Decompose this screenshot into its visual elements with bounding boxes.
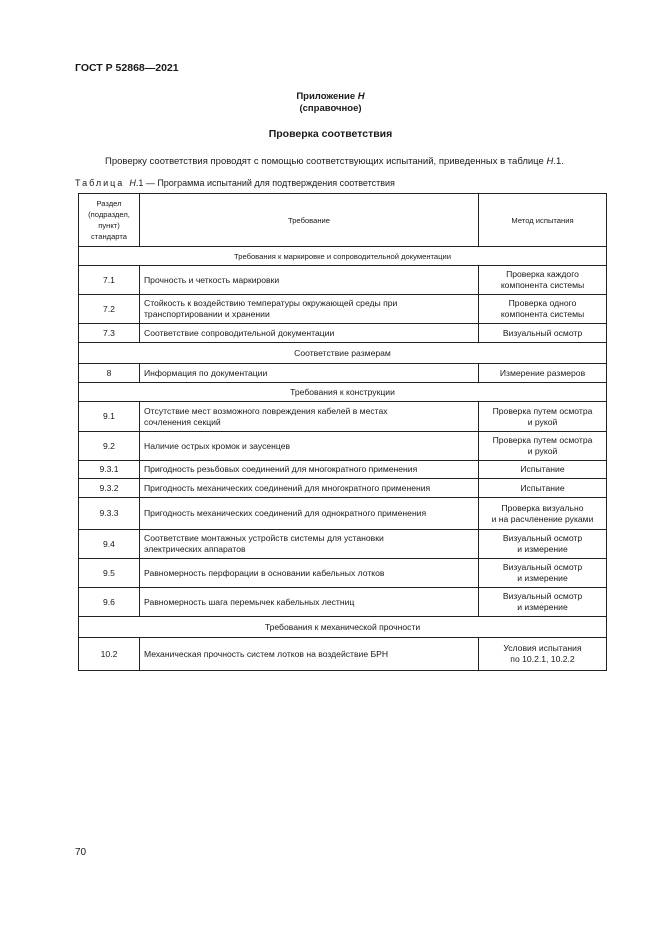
table-row xyxy=(79,559,607,588)
section-number-cell: 9.4 xyxy=(79,530,140,559)
group-label: Соответствие размерам xyxy=(79,343,607,364)
method-cell: Визуальный осмотр xyxy=(479,324,607,343)
requirement-cell: Соответствие монтажных устройств системы для установки электрических аппаратов xyxy=(140,530,479,559)
annex-title: Приложение Н xyxy=(296,91,365,102)
header-method: Метод испытания xyxy=(479,194,607,247)
group-row xyxy=(79,247,607,266)
requirement-cell: Пригодность механических соединений для однократного применения xyxy=(140,498,479,530)
method-cell: Визуальный осмотр и измерение xyxy=(479,559,607,588)
table-row xyxy=(79,364,607,383)
table-row xyxy=(79,498,607,530)
group-row xyxy=(79,383,607,402)
group-label: Требования к механической прочности xyxy=(79,617,607,638)
method-cell: Проверка каждого компонента системы xyxy=(479,266,607,295)
requirement-cell: Стойкость к воздействию температуры окружающей среды при транспортировании и хранении xyxy=(140,295,479,324)
method-cell: Проверка путем осмотра и рукой xyxy=(479,402,607,432)
section-number-cell: 8 xyxy=(79,364,140,383)
table-row xyxy=(79,530,607,559)
table-row xyxy=(79,479,607,498)
method-cell: Измерение размеров xyxy=(479,364,607,383)
method-cell: Испытание xyxy=(479,461,607,479)
requirement-cell: Наличие острых кромок и заусенцев xyxy=(140,432,479,461)
method-cell: Проверка путем осмотра и рукой xyxy=(479,432,607,461)
intro-paragraph: Проверку соответствия проводят с помощью соответствующих испытаний, приведенных в таблице Н.1. xyxy=(105,156,564,167)
requirement-cell: Равномерность шага перемычек кабельных лестниц xyxy=(140,588,479,617)
section-number-cell: 7.3 xyxy=(79,324,140,343)
header-section: Раздел (подраздел, пункт) стандарта xyxy=(79,194,140,247)
group-label: Требования к конструкции xyxy=(79,383,607,402)
requirement-cell: Прочность и четкость маркировки xyxy=(140,266,479,295)
table-row xyxy=(79,295,607,324)
section-number-cell: 9.6 xyxy=(79,588,140,617)
section-number-cell: 7.1 xyxy=(79,266,140,295)
section-number-cell: 9.2 xyxy=(79,432,140,461)
table-row xyxy=(79,324,607,343)
requirement-cell: Соответствие сопроводительной документации xyxy=(140,324,479,343)
requirement-cell: Отсутствие мест возможного повреждения кабелей в местах сочленения секций xyxy=(140,402,479,432)
requirement-cell: Информация по документации xyxy=(140,364,479,383)
method-cell: Визуальный осмотр и измерение xyxy=(479,530,607,559)
section-number-cell: 10.2 xyxy=(79,638,140,671)
header-requirement: Требование xyxy=(140,194,479,247)
method-cell: Проверка одного компонента системы xyxy=(479,295,607,324)
table-row xyxy=(79,638,607,671)
section-number-cell: 9.3.3 xyxy=(79,498,140,530)
method-cell: Проверка визуально и на расчленение руками xyxy=(479,498,607,530)
table-row xyxy=(79,266,607,295)
method-cell: Визуальный осмотр и измерение xyxy=(479,588,607,617)
section-number-cell: 9.5 xyxy=(79,559,140,588)
requirements-table xyxy=(78,193,607,671)
table-body xyxy=(79,247,607,671)
section-number-cell: 9.1 xyxy=(79,402,140,432)
table-row xyxy=(79,588,607,617)
requirement-cell: Пригодность резьбовых соединений для многократного применения xyxy=(140,461,479,479)
table-row xyxy=(79,432,607,461)
requirement-cell: Пригодность механических соединений для многократного применения xyxy=(140,479,479,498)
annex-status: (справочное) xyxy=(299,103,362,114)
group-label: Требования к маркировке и сопроводительной документации xyxy=(79,247,607,266)
group-row xyxy=(79,617,607,638)
method-cell: Условия испытания по 10.2.1, 10.2.2 xyxy=(479,638,607,671)
table-row xyxy=(79,402,607,432)
table-caption: Таблица Н.1 — Программа испытаний для подтверждения соответствия xyxy=(75,178,395,188)
method-cell: Испытание xyxy=(479,479,607,498)
section-title: Проверка соответствия xyxy=(268,128,393,140)
table-row xyxy=(79,461,607,479)
standard-code: ГОСТ Р 52868—2021 xyxy=(75,62,179,74)
requirement-cell: Механическая прочность систем лотков на воздействие БРН xyxy=(140,638,479,671)
table-caption-label: Таблица xyxy=(75,178,125,188)
group-row xyxy=(79,343,607,364)
requirement-cell: Равномерность перфорации в основании кабельных лотков xyxy=(140,559,479,588)
section-number-cell: 9.3.1 xyxy=(79,461,140,479)
section-number-cell: 7.2 xyxy=(79,295,140,324)
annex-heading xyxy=(0,91,661,115)
section-number-cell: 9.3.2 xyxy=(79,479,140,498)
table-header-row xyxy=(79,194,607,247)
page-number: 70 xyxy=(75,847,87,858)
